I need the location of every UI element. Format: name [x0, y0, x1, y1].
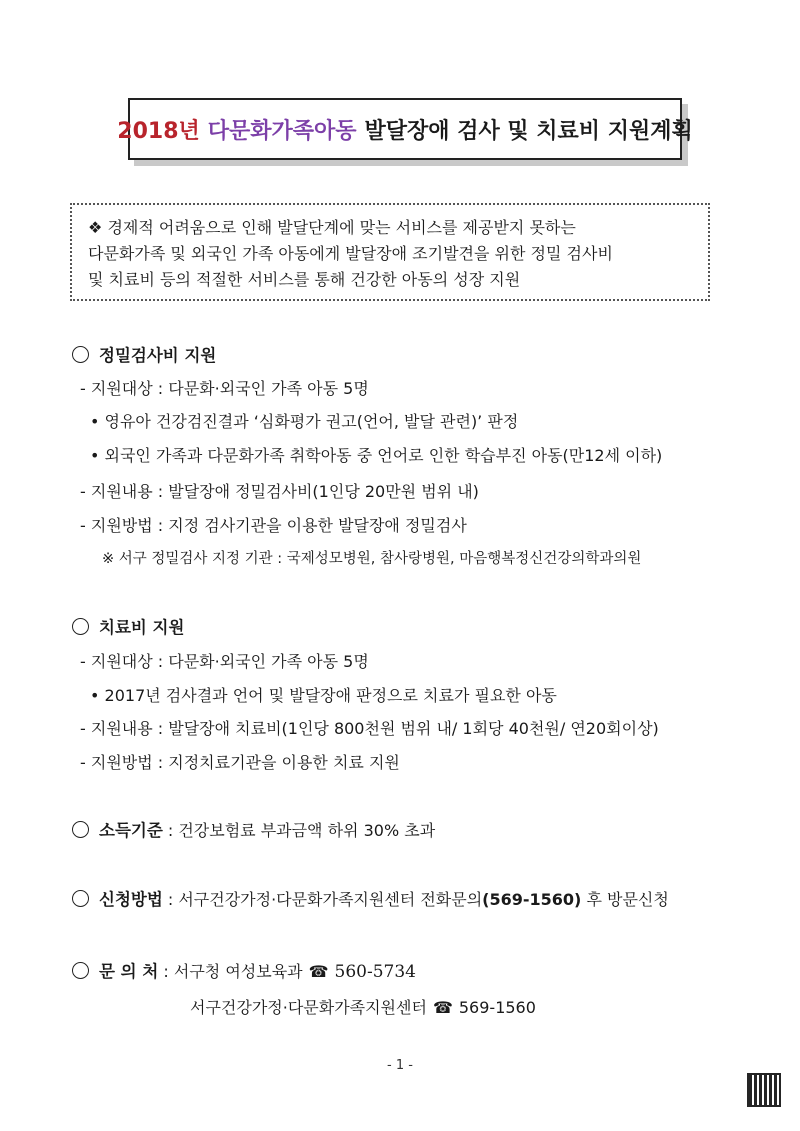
section2-method: - 지원방법 : 지정치료기관을 이용한 치료 지원: [80, 753, 400, 772]
summary-box: [70, 203, 710, 301]
contact-line-2: 서구건강가정·다문화가족지원센터 ☎ 569-1560: [190, 998, 536, 1017]
document-title: [117, 98, 693, 160]
section1-heading: 정밀검사비 지원: [72, 342, 216, 366]
circle-bullet-icon: [72, 962, 89, 979]
section1-target: - 지원대상 : 다문화·외국인 가족 아동 5명: [80, 379, 369, 398]
telephone-icon: ☎: [308, 962, 329, 981]
section1-method: - 지원방법 : 지정 검사기관을 이용한 발달장애 정밀검사: [80, 516, 467, 535]
application-method: 신청방법 : 서구건강가정·다문화가족지원센터 전화문의(569-1560) 후 방문신청: [72, 886, 669, 910]
section1-content: - 지원내용 : 발달장애 정밀검사비(1인당 20만원 범위 내): [80, 482, 479, 501]
section2-heading: 치료비 지원: [72, 614, 184, 638]
section1-bullet-2: • 외국인 가족과 다문화가족 취학아동 중 언어로 인한 학습부진 아동(만12세 이하): [90, 446, 663, 465]
section1-note: ※ 서구 정밀검사 지정 기관 : 국제성모병원, 참사랑병원, 마음행복정신건강의학과의원: [102, 551, 642, 567]
circle-bullet-icon: [72, 618, 89, 635]
title-year: 2018년: [117, 118, 200, 144]
summary-line-1: ❖ 경제적 어려움으로 인해 발달단계에 맞는 서비스를 제공받지 못하는: [88, 218, 576, 237]
telephone-icon: ☎: [432, 998, 453, 1017]
section2-target: - 지원대상 : 다문화·외국인 가족 아동 5명: [80, 652, 369, 671]
section2-content: - 지원내용 : 발달장애 치료비(1인당 800천원 범위 내/ 1회당 40천원/ 연20회이상): [80, 719, 659, 738]
qr-code-icon: [749, 1075, 779, 1105]
contact-line-1: 문 의 처 : 서구청 여성보육과 ☎ 560-5734: [72, 958, 416, 982]
summary-line-2: 다문화가족 및 외국인 가족 아동에게 발달장애 조기발견을 위한 정밀 검사비: [88, 244, 613, 263]
title-target: 다문화가족아동: [207, 118, 357, 144]
circle-bullet-icon: [72, 890, 89, 907]
section1-bullet-1: • 영유아 건강검진결과 ‘심화평가 권고(언어, 발달 관련)’ 판정: [90, 412, 519, 431]
section2-bullet-1: • 2017년 검사결과 언어 및 발달장애 판정으로 치료가 필요한 아동: [90, 686, 557, 705]
summary-line-3: 및 치료비 등의 적절한 서비스를 통해 건강한 아동의 성장 지원: [88, 270, 521, 289]
income-criteria: 소득기준 : 건강보험료 부과금액 하위 30% 초과: [72, 817, 435, 841]
diamond-bullet-icon: ❖: [88, 218, 103, 237]
page-number: - 1 -: [387, 1058, 413, 1073]
circle-bullet-icon: [72, 821, 89, 838]
title-rest: 발달장애 검사 및 치료비 지원계획: [364, 118, 693, 144]
circle-bullet-icon: [72, 346, 89, 363]
